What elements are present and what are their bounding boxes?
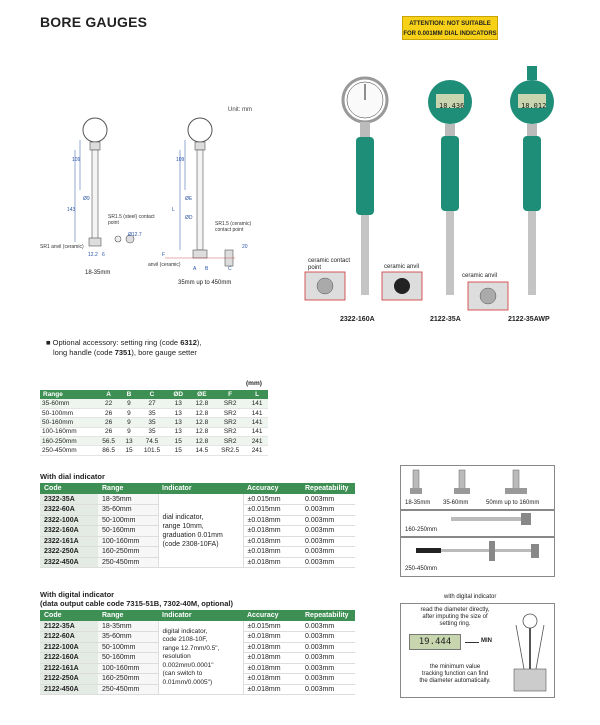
digital-indicator-desc: digital indicator, code 2108-10F, range 12.7mm/0.5", resolution 0.002mm/0.0001" (can switch to 0.01mm/0.0005") — [158, 621, 243, 695]
dim-d12-7: Ø12.7 — [128, 232, 142, 238]
table-row: 2322-60A 35-60mm ±0.015mm 0.003mm — [40, 505, 355, 516]
dim-109-right: 109 — [176, 157, 185, 163]
dim-109-left: 109 — [72, 157, 81, 163]
table-row: 2322-250A 160-250mm ±0.018mm 0.003mm — [40, 547, 355, 558]
model-label-2122-35a: 2122-35A — [430, 316, 461, 323]
probe-250-450-drawing — [401, 538, 556, 566]
table-row: 250-450mm 86.5 15 101.5 15 14.5 SR2.5 241 — [40, 446, 268, 455]
right-range-caption: 35mm up to 450mm — [178, 280, 232, 286]
page-title: BORE GAUGES — [40, 14, 148, 30]
table-row: 2122-161A 100-160mm ±0.018mm 0.003mm — [40, 663, 355, 674]
sr-steel-label: SR1.5 (steel) contact point — [108, 214, 155, 226]
table-row: 2122-35A 18-35mm digital indicator, code 2108-10F, range 12.7mm/0.5", resolution 0.002mm/0.0001" (can switch to 0.01mm/0.0005") ±0.015mm 0.003mm — [40, 621, 355, 632]
col-b: B — [121, 390, 137, 399]
accessory-line2: long handle (code 7351), bore gauge setter — [53, 348, 197, 357]
dim-c: C — [228, 266, 232, 272]
digital-note-top: read the diameter directly, after imputing the size of setting ring. — [420, 607, 490, 627]
digital-explainer-figure — [400, 603, 555, 698]
table-row: 100-160mm 26 9 35 13 12.8 SR2 141 — [40, 427, 268, 436]
dim-6: 6 — [102, 252, 105, 258]
head-label-50-160: 50mm up to 160mm — [486, 500, 540, 506]
sr-ceramic-label: SR1.5 (ceramic) contact point — [215, 221, 252, 233]
table-row: 2122-60A 35-60mm ±0.018mm 0.003mm — [40, 632, 355, 643]
table-row: 35-60mm 22 9 27 13 12.8 SR2 141 — [40, 399, 268, 408]
left-range-caption: 18-35mm — [85, 270, 111, 276]
digital-note-bottom: the minimum value tracking function can find the diameter automatically. — [419, 664, 491, 684]
table-row: 2322-450A 250-450mm ±0.018mm 0.003mm — [40, 557, 355, 568]
dim-table-header — [40, 390, 268, 399]
model-label-2122-35awp: 2122-35AWP — [508, 316, 550, 323]
probe-160-250-figure — [400, 510, 555, 537]
dial-section-title: With dial indicator — [40, 472, 105, 481]
dim-l: L — [172, 207, 175, 213]
col-repeatability: Repeatability — [301, 610, 355, 621]
probe-160-250-drawing — [401, 511, 556, 527]
digital-spec-table — [40, 610, 355, 695]
digital-table-header — [40, 610, 355, 621]
probe-250-450-figure — [400, 537, 555, 577]
digital-section-sub: (data output cable code 7315-51B, 7302-40M, optional) — [40, 599, 233, 608]
head-label-35-60: 35-60mm — [443, 500, 469, 506]
model-label-2322-160a: 2322-160A — [340, 316, 375, 323]
dim-20: 20 — [242, 244, 248, 250]
table-row: 50-160mm 26 9 35 13 12.8 SR2 141 — [40, 418, 268, 427]
col-indicator: Indicator — [158, 483, 243, 494]
table-row: 2322-161A 100-160mm ±0.018mm 0.003mm — [40, 536, 355, 547]
col-range: Range — [98, 610, 158, 621]
col-repeatability: Repeatability — [301, 483, 355, 494]
attention-line2: FOR 0.001MM DIAL INDICATORS — [403, 31, 497, 37]
dim-a: A — [193, 266, 197, 272]
dim-f: F — [162, 252, 166, 258]
accessory-note — [46, 338, 201, 358]
col-a: A — [96, 390, 120, 399]
accessory-line1: ■ Optional accessory: setting ring (code 6312), — [46, 338, 202, 347]
col-range: Range — [98, 483, 158, 494]
probe-heads-figure — [400, 465, 555, 510]
table-row: 50-100mm 26 9 35 13 12.8 SR2 141 — [40, 408, 268, 417]
col-code: Code — [40, 483, 98, 494]
digital-section-title: With digital indicator — [40, 590, 115, 599]
readout-2122-35awp: 18.012 — [521, 102, 547, 110]
probe-label-160-250: 160-250mm — [405, 527, 438, 533]
col-code: Code — [40, 610, 98, 621]
dim-table-unit: (mm) — [246, 380, 262, 387]
dimension-table — [40, 390, 268, 456]
col-l: L — [246, 390, 268, 399]
col-accuracy: Accuracy — [243, 610, 301, 621]
dim-dd: ØD — [185, 215, 193, 221]
col-od: ØD — [167, 390, 190, 399]
dim-143: 143 — [67, 207, 76, 213]
dim-de: ØE — [185, 196, 193, 202]
table-row: 160-250mm 56.5 13 74.5 15 12.8 SR2 241 — [40, 437, 268, 446]
callout-ceramic-contact: ceramic contact point — [308, 258, 351, 271]
readout-2122-35a: 18.436 — [439, 102, 465, 110]
digital-display: 19.444 — [409, 634, 461, 650]
sr1-anvil-label: SR1 anvil (ceramic) — [40, 244, 84, 250]
attention-badge — [402, 16, 498, 40]
col-oe: ØE — [190, 390, 214, 399]
table-row: 2122-250A 160-250mm ±0.018mm 0.003mm — [40, 674, 355, 685]
head-label-18-35: 18-35mm — [405, 500, 431, 506]
setting-ring-drawing — [506, 609, 554, 695]
dial-spec-table — [40, 483, 355, 568]
table-row: 2322-35A 18-35mm dial indicator, range 10mm, graduation 0.01mm (code 2308-10FA) ±0.015mm 0.003mm — [40, 494, 355, 505]
col-f: F — [214, 390, 246, 399]
dim-b: B — [205, 266, 209, 272]
dim-12-2: 12.2 — [88, 252, 98, 258]
dial-table-header — [40, 483, 355, 494]
dim-d9: Ø9 — [83, 196, 90, 202]
dial-indicator-desc: dial indicator, range 10mm, graduation 0.01mm (code 2308-10FA) — [158, 494, 243, 568]
table-row: 2122-100A 50-100mm ±0.018mm 0.003mm — [40, 642, 355, 653]
min-label: MIN — [481, 638, 492, 644]
table-row: 2322-160A 50-160mm ±0.018mm 0.003mm — [40, 526, 355, 537]
unit-note: Unit: mm — [228, 107, 252, 113]
attention-line1: ATTENTION: NOT SUITABLE — [409, 21, 491, 27]
probe-heads-drawing — [401, 466, 556, 500]
col-range: Range — [40, 390, 96, 399]
table-row: 2322-100A 50-100mm ±0.018mm 0.003mm — [40, 515, 355, 526]
min-arrow-line — [465, 642, 479, 643]
callout-ceramic-anvil: ceramic anvil — [384, 264, 420, 270]
table-row: 2122-450A 250-450mm ±0.018mm 0.003mm — [40, 684, 355, 695]
col-accuracy: Accuracy — [243, 483, 301, 494]
product-images — [300, 62, 560, 312]
callout-ceramic-anvil-2: ceramic anvil — [462, 273, 498, 279]
f-anvil-label: anvil (ceramic) — [148, 262, 181, 268]
digital-figure-title: with digital indicator — [444, 594, 497, 600]
col-indicator: Indicator — [158, 610, 243, 621]
col-c: C — [137, 390, 167, 399]
table-row: 2122-160A 50-160mm ±0.018mm 0.003mm — [40, 653, 355, 664]
probe-label-250-450: 250-450mm — [405, 566, 438, 572]
